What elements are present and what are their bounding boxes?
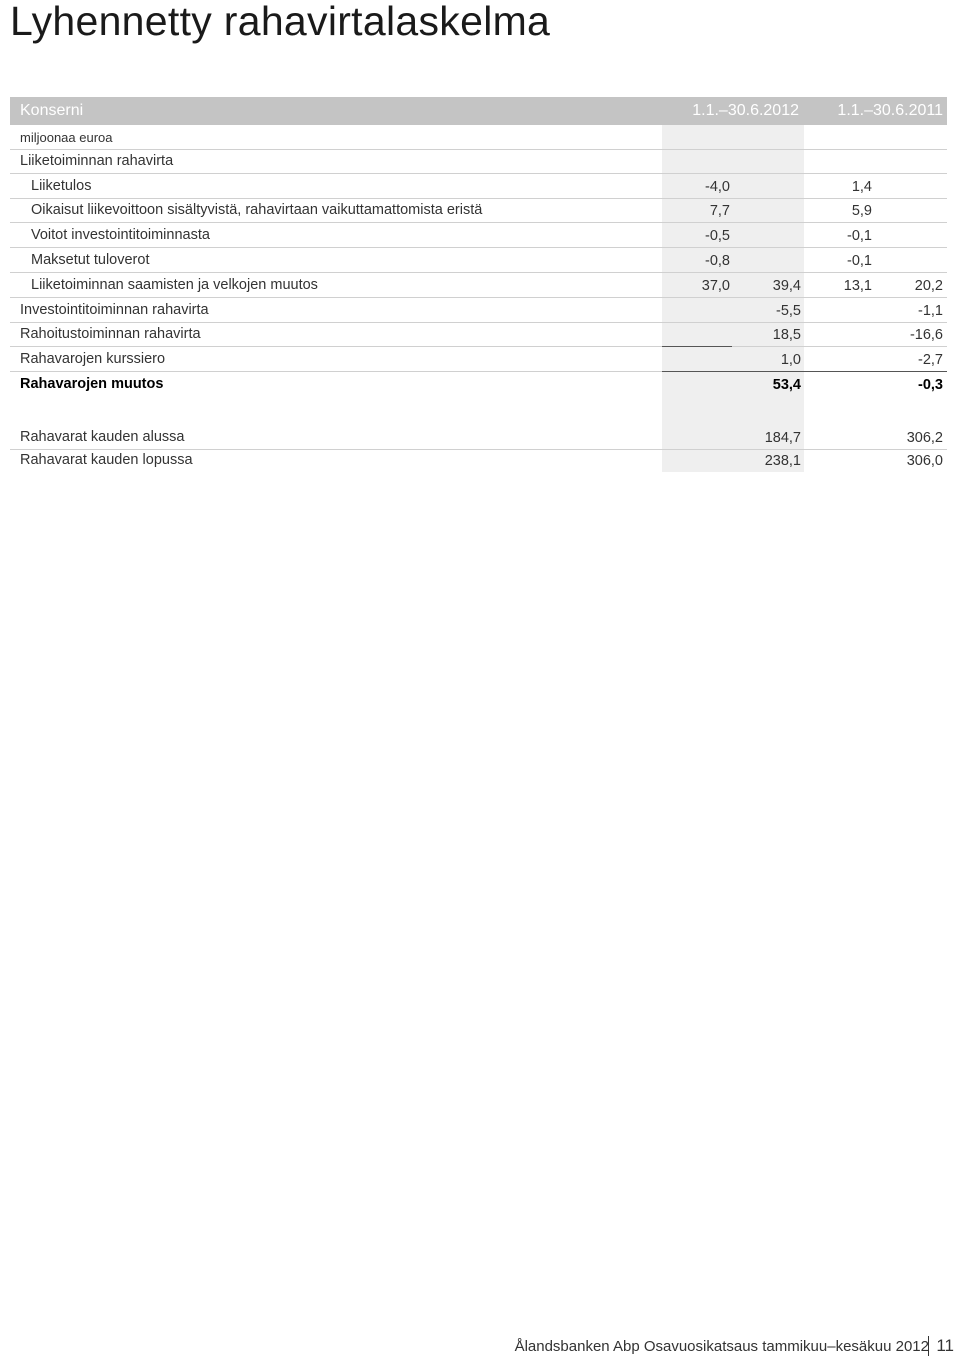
table-row (10, 322, 947, 347)
row-label: Rahoitustoiminnan rahavirta (20, 326, 201, 342)
value-2011-total: -1,1 (918, 303, 943, 319)
row-label: Oikaisut liikevoittoon sisältyvistä, rahavirtaan vaikuttamattomista eristä (31, 202, 483, 218)
row-label: Rahavarat kauden lopussa (20, 452, 193, 468)
footer-text: Ålandsbanken Abp Osavuosikatsaus tammikuu–kesäkuu 2012 (514, 1338, 929, 1355)
value-2011-sub: -0,1 (847, 253, 872, 269)
value-2011-sub: 1,4 (851, 179, 872, 195)
value-2012-sub: -0,8 (705, 253, 730, 269)
value-2012-sub: 7,7 (709, 203, 730, 219)
value-2012-sub: -0,5 (705, 228, 730, 244)
table-row (10, 298, 947, 323)
row-label: Maksetut tuloverot (31, 252, 150, 268)
row-label: Investointitoiminnan rahavirta (20, 302, 209, 318)
page-number: 11 (928, 1336, 954, 1356)
header-label: Konserni (20, 102, 84, 119)
header-period-2012: 1.1.–30.6.2012 (692, 102, 799, 119)
row-label: Rahavarat kauden alussa (20, 429, 185, 445)
unit-row (10, 125, 947, 150)
table-row (10, 448, 947, 472)
table-header (10, 97, 947, 125)
value-2011-sub: 13,1 (843, 278, 872, 294)
header-period-2011: 1.1.–30.6.2011 (837, 102, 943, 119)
row-label: Rahavarojen muutos (20, 376, 164, 392)
table-row (10, 425, 947, 450)
value-2012-total: 39,4 (772, 278, 801, 294)
page-title: Lyhennetty rahavirtalaskelma (10, 0, 551, 44)
unit-label: miljoonaa euroa (20, 130, 113, 145)
table-row (10, 347, 947, 372)
value-2011-total: 306,2 (906, 430, 943, 446)
row-label: Liiketoiminnan rahavirta (20, 153, 174, 169)
table-row (10, 149, 947, 174)
row-label: Voitot investointitoiminnasta (31, 227, 210, 243)
table-row (10, 174, 947, 199)
table-row (10, 248, 947, 273)
value-2012-sub: -4,0 (705, 179, 730, 195)
value-2011-total: -2,7 (918, 352, 943, 368)
table-row (10, 372, 947, 396)
value-2011-total: 306,0 (906, 453, 943, 469)
value-2011-total: -0,3 (918, 377, 943, 393)
value-2012-total: 18,5 (772, 327, 801, 343)
row-label: Rahavarojen kurssiero (20, 351, 166, 367)
row-label: Liiketoiminnan saamisten ja velkojen muutos (31, 277, 318, 293)
table-row (10, 223, 947, 248)
value-2012-total: 1,0 (780, 352, 801, 368)
value-2011-sub: -0,1 (847, 228, 872, 244)
value-2012-total: 238,1 (764, 453, 801, 469)
value-2012-total: 184,7 (764, 430, 801, 446)
row-label: Liiketulos (31, 178, 92, 194)
value-2012-total: -5,5 (776, 303, 801, 319)
value-2011-total: 20,2 (914, 278, 943, 294)
table-row (10, 273, 947, 298)
value-2012-sub: 37,0 (701, 278, 730, 294)
value-2012-total: 53,4 (772, 377, 801, 393)
value-2011-total: -16,6 (909, 327, 943, 343)
value-2011-sub: 5,9 (851, 203, 872, 219)
table-row (10, 198, 947, 223)
